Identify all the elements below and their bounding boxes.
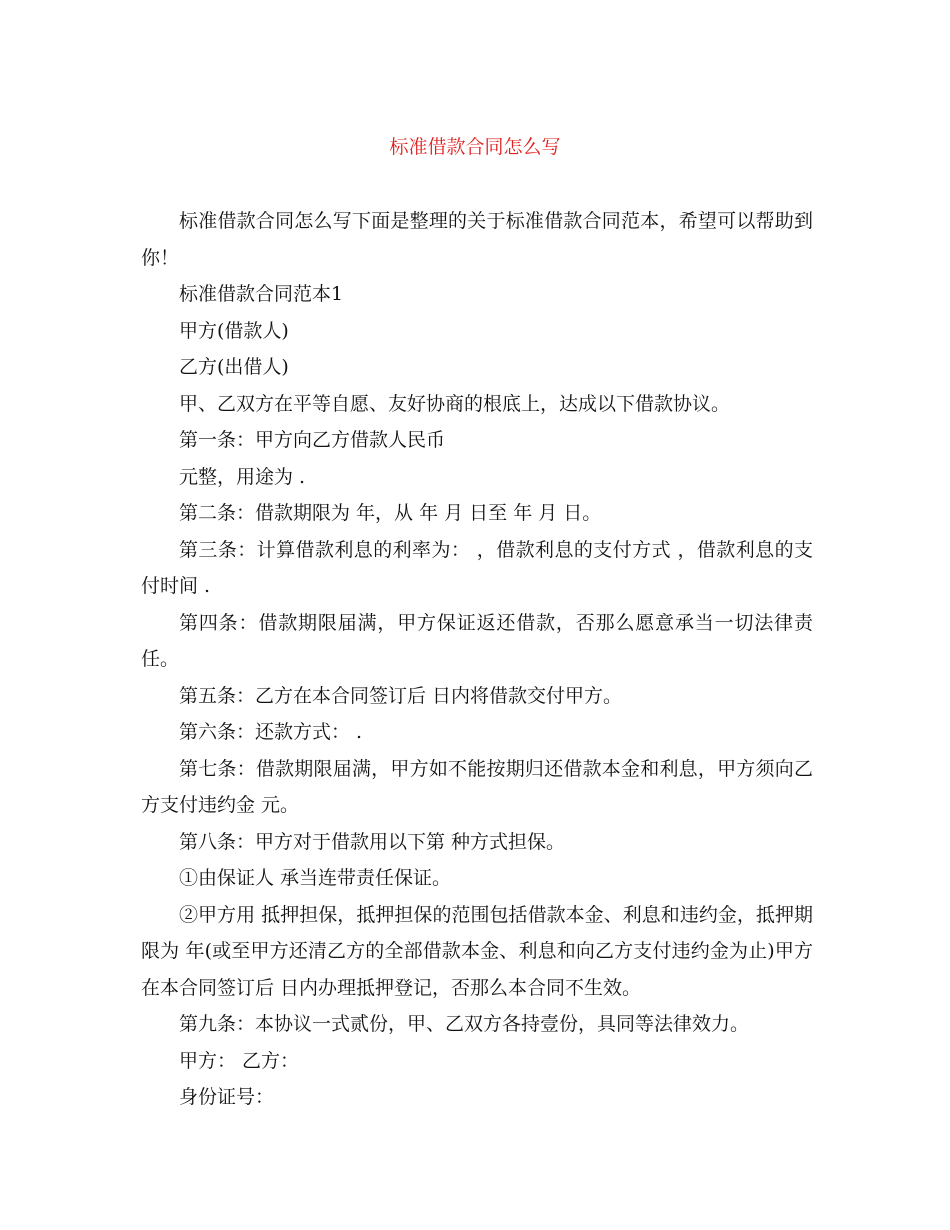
document-title: 标准借款合同怎么写: [389, 136, 561, 158]
sample-heading: 标准借款合同范本1: [179, 283, 344, 305]
clause-3: 第三条：计算借款利息的利率为： ，借款利息的支付方式 ，借款利息的支付时间 .: [141, 538, 813, 597]
id-number-line: 身份证号：: [179, 1086, 275, 1108]
agreement-preamble: 甲、乙双方在平等自愿、友好协商的根底上，达成以下借款协议。: [179, 392, 731, 415]
document-body: [141, 203, 813, 1116]
guarantee-option-2: ②甲方用 抵押担保，抵押担保的范围包括借款本金、利息和违约金，抵押期限为 年(或至甲方还清乙方的全部借款本金、利息和向乙方支付违约金为止)甲方在本合同签订后 日内办理抵押登记，否那么本合同不生效。: [141, 903, 813, 999]
clause-8: 第八条：甲方对于借款用以下第 种方式担保。: [179, 830, 566, 853]
clause-4: 第四条：借款期限届满，甲方保证返还借款，否那么愿意承当一切法律责任。: [141, 611, 813, 670]
party-a-line: 甲方(借款人): [179, 319, 289, 342]
party-b-line: 乙方(出借人): [179, 356, 289, 378]
clause-2: 第二条：借款期限为 年，从 年 月 日至 年 月 日。: [179, 502, 602, 524]
signature-parties: 甲方： 乙方：: [179, 1049, 300, 1072]
clause-9: 第九条：本协议一式贰份，甲、乙双方各持壹份，具同等法律效力。: [179, 1013, 750, 1035]
clause-1-continued: 元整，用途为 .: [179, 465, 306, 488]
intro-paragraph: 标准借款合同怎么写下面是整理的关于标准借款合同范本，希望可以帮助到你！: [141, 210, 813, 269]
guarantee-option-1: ①由保证人 承当连带责任保证。: [179, 867, 452, 889]
clause-6: 第六条：还款方式： .: [179, 721, 363, 743]
clause-7: 第七条：借款期限届满，甲方如不能按期归还借款本金和利息，甲方须向乙方支付违约金 元。: [141, 757, 813, 816]
clause-1: 第一条：甲方向乙方借款人民币: [179, 429, 446, 451]
clause-5: 第五条：乙方在本合同签订后 日内将借款交付甲方。: [179, 684, 623, 707]
